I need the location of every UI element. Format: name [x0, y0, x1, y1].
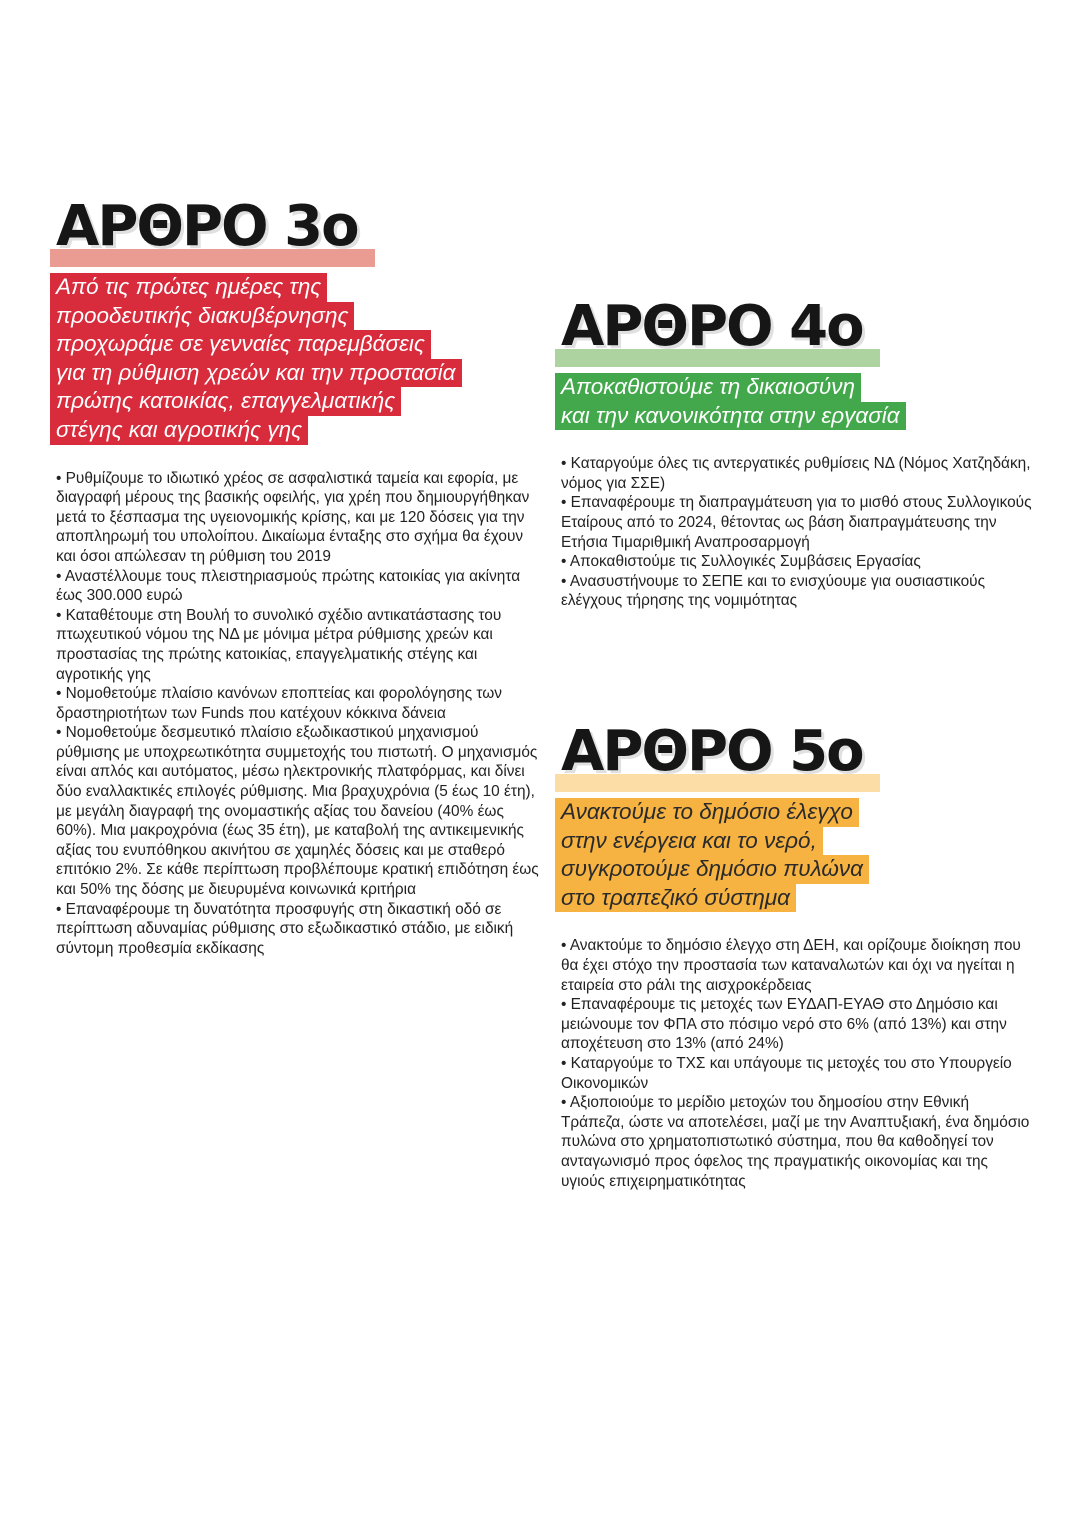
article-4-section	[555, 295, 1035, 611]
highlight-line: προοδευτικής διακυβέρνησης	[50, 302, 354, 331]
article-4-heading	[555, 295, 1035, 367]
bullet-item: • Καταργούμε όλες τις αντεργατικές ρυθμίσεις ΝΔ (Νόμος Χατζηδάκη, νόμος για ΣΣΕ)	[561, 455, 1031, 492]
article-4-title: ΑΡΘΡΟ 4ο	[561, 294, 863, 359]
bullet-item: • Αξιοποιούμε το μερίδιο μετοχών του δημοσίου στην Εθνική Τράπεζα, ώστε να αποτελέσει, μαζί με την Αναπτυξιακή, ένα δημόσιο πυλώνα στο χρηματοπιστωτικό σύστημα, που θα καθοδηγεί τον ανταγωνισμό προς όφελος της πραγματικής οικονομίας και της υγιούς επιχειρηματικότητας	[561, 1094, 1030, 1190]
highlight-line: στο τραπεζικό σύστημα	[555, 884, 796, 913]
highlight-line: στέγης και αγροτικής γης	[50, 416, 308, 445]
bullet-item: • Νομοθετούμε πλαίσιο κανόνων εποπτείας και φορολόγησης των δραστηριοτήτων των Funds που κατέχουν κόκκινα δάνεια	[56, 685, 502, 722]
article-3-title: ΑΡΘΡΟ 3ο	[56, 194, 358, 259]
highlight-line: Από τις πρώτες ημέρες της	[50, 273, 327, 302]
highlight-line: συγκροτούμε δημόσιο πυλώνα	[555, 855, 869, 884]
article-3-bullets	[50, 469, 540, 959]
bullet-item: • Αποκαθιστούμε τις Συλλογικές Συμβάσεις Εργασίας	[561, 553, 921, 571]
bullet-item: • Αναστέλλουμε τους πλειστηριασμούς πρώτης κατοικίας για ακίνητα έως 300.000 ευρώ	[56, 567, 521, 605]
bullet-item: • Ρυθμίζουμε το ιδιωτικό χρέος σε ασφαλιστικά ταμεία και εφορία, με διαγραφή μέρους της βασικής οφειλής, για χρέη που δημιουργήθηκαν μετά το ξέσπασμα της υγειονομικής κρίσης, και με 120 δόσεις για την αποπληρωμή του υπολοίπου. Δικαίωμα ένταξης στο σχήμα θα έχουν και όσοι απώλεσαν τη ρύθμιση του 2019	[56, 469, 530, 565]
bullet-item: • Επαναφέρουμε τις μετοχές των ΕΥΔΑΠ-ΕΥΑΘ στο Δημόσιο και μειώνουμε τον ΦΠΑ στο πόσιμο νερό στο 6% (από 13%) και στην αποχέτευση στο 13% (από 24%)	[561, 996, 1007, 1053]
article-4-highlight	[555, 373, 1035, 430]
article-3-highlight	[50, 273, 540, 445]
bullet-item: • Επαναφέρουμε τη δυνατότητα προσφυγής στη δικαστική οδό σε περίπτωση αδυναμίας ρύθμισης στο εξωδικαστικό στάδιο, με ειδική σύντομη προθεσμία εκδίκασης	[56, 900, 514, 957]
highlight-line: προχωράμε σε γενναίες παρεμβάσεις	[50, 330, 431, 359]
highlight-line: και την κανονικότητα στην εργασία	[555, 402, 906, 431]
bullet-item: • Καταργούμε το ΤΧΣ και υπάγουμε τις μετοχές του στο Υπουργείο Οικονομικών	[561, 1054, 1012, 1092]
article-3-section	[50, 195, 540, 958]
bullet-item: • Νομοθετούμε δεσμευτικό πλαίσιο εξωδικαστικού μηχανισμού ρύθμισης με υποχρεωτικότητα συμμετοχής του πιστωτή. Ο μηχανισμός είναι απλός και αυτόματος, μέσω ηλεκτρονικής πλατφόρμας, και δίνει δύο εναλλακτικές επιλογές ρύθμισης. Μια βραχυχρόνια (5 έως 10 έτη), με μεγάλη διαγραφή της ονομαστικής αξίας του δανείου (40% έως 60%). Μια μακροχρόνια (έως 35 έτη), με καταβολή της αντικειμενικής αξίας του ενυπόθηκου ακινήτου σε χαμηλές δόσεις και με σταθερό επιτόκιο 2%. Σε κάθε περίπτωση προβλέπουμε κρατική επιδότηση έως και 50% της δόσης με διευρυμένα κοινωνικά κριτήρια	[56, 724, 539, 899]
article-5-highlight	[555, 798, 1035, 912]
article-5-title: ΑΡΘΡΟ 5ο	[561, 719, 863, 784]
article-4-bullets	[555, 454, 1035, 611]
highlight-line: πρώτης κατοικίας, επαγγελματικής	[50, 387, 401, 416]
highlight-line: Αποκαθιστούμε τη δικαιοσύνη	[555, 373, 861, 402]
bullet-item: • Καταθέτουμε στη Βουλή το συνολικό σχέδιο αντικατάστασης του πτωχευτικού νόμου της ΝΔ με μόνιμα μέτρα ρύθμισης χρεών και προστασίας της πρώτης κατοικίας, επαγγελματικής στέγης και αγροτικής γης	[56, 606, 502, 683]
article-5-bullets	[555, 936, 1035, 1191]
bullet-item: • Επαναφέρουμε τη διαπραγμάτευση για το μισθό στους Συλλογικούς Εταίρους από το 2024, θέτοντας ως βάση διαπραγμάτευσης την Ετήσια Τιμαριθμική Αναπροσαρμογή	[561, 494, 1032, 551]
bullet-item: • Ανασυστήνουμε το ΣΕΠΕ και το ενισχύουμε για ουσιαστικούς ελέγχους τήρησης της νομιμότητας	[561, 572, 985, 610]
highlight-line: στην ενέργεια και το νερό,	[555, 827, 823, 856]
highlight-line: Ανακτούμε το δημόσιο έλεγχο	[555, 798, 859, 827]
highlight-line: για τη ρύθμιση χρεών και την προστασία	[50, 359, 462, 388]
article-3-heading	[50, 195, 540, 267]
article-5-section	[555, 720, 1035, 1191]
bullet-item: • Ανακτούμε το δημόσιο έλεγχο στη ΔΕΗ, και ορίζουμε διοίκηση που θα έχει στόχο την προστασία των καταναλωτών και όχι να ηγείται η εταιρεία στο ράλι της αισχροκέρδειας	[561, 937, 1021, 994]
article-5-heading	[555, 720, 1035, 792]
